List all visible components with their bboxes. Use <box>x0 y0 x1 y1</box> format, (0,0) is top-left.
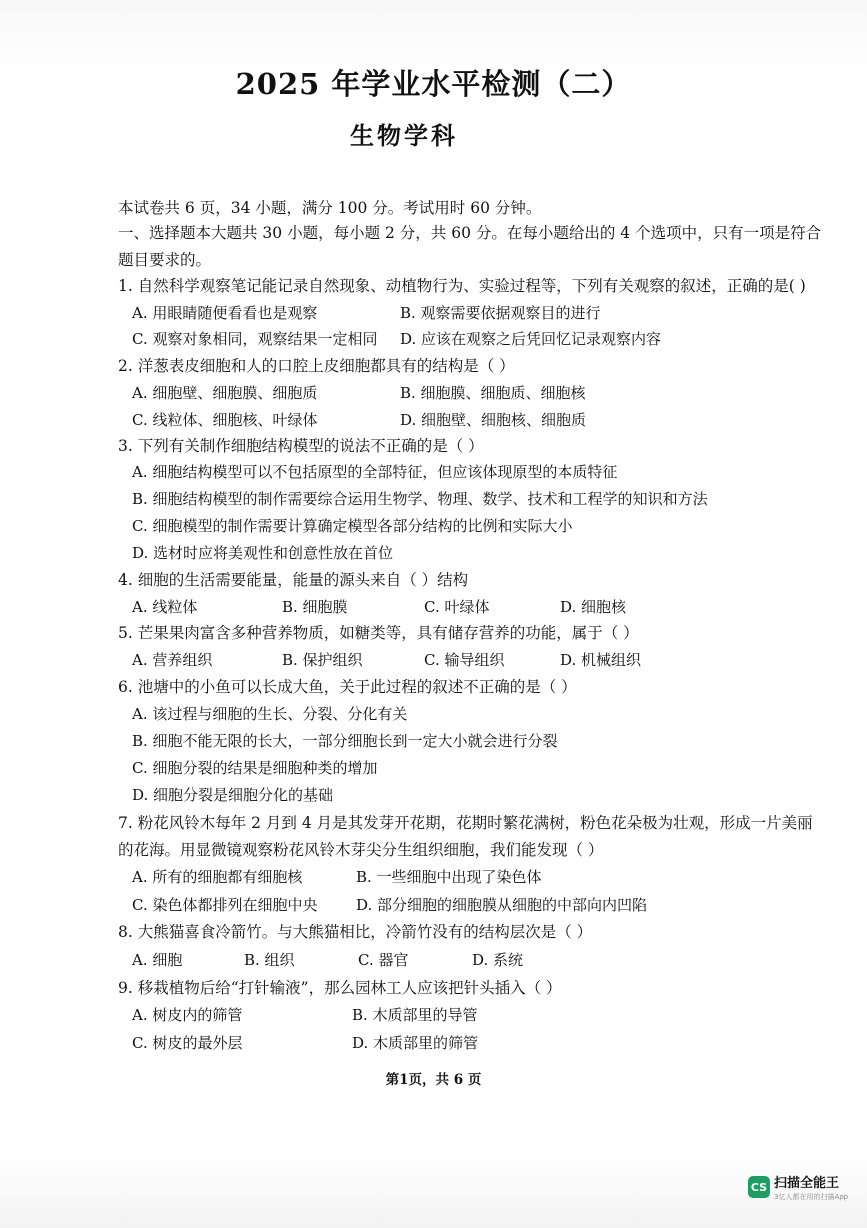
option-d: D. 细胞壁、细胞核、细胞质 <box>400 411 587 429</box>
question-stem: 1. 自然科学观察笔记能记录自然现象、动植物行为、实验过程等，下列有关观察的叙述，正确的是( ) <box>118 277 806 295</box>
option-c: C. 输导组织 <box>424 651 505 669</box>
option-d: D. 细胞核 <box>560 598 627 616</box>
exam-title: 2025 年学业水平检测（二） <box>235 67 632 101</box>
option-a: A. 细胞壁、细胞膜、细胞质 <box>132 384 318 402</box>
page-number: 第1页，共 6 页 <box>385 1072 482 1088</box>
question-stem: 2. 洋葱表皮细胞和人的口腔上皮细胞都具有的结构是（ ） <box>118 357 515 375</box>
option-a: A. 该过程与细胞的生长、分裂、分化有关 <box>132 705 408 723</box>
watermark-text <box>774 1176 848 1202</box>
option-b: B. 细胞膜 <box>282 598 348 616</box>
option-b: B. 一些细胞中出现了染色体 <box>356 868 542 886</box>
question-stem: 8. 大熊猫喜食冷箭竹。与大熊猫相比，冷箭竹没有的结构层次是（ ） <box>118 923 593 941</box>
question-stem-continued: 的花海。用显微镜观察粉花风铃木芽尖分生组织细胞，我们能发现（ ） <box>118 841 604 859</box>
section-heading-line1: 一、选择题本大题共 30 小题，每小题 2 分，共 60 分。在每小题给出的 4 个选项中，只有一项是符合 <box>118 224 822 242</box>
scanner-watermark <box>748 1176 848 1202</box>
question-stem: 6. 池塘中的小鱼可以长成大鱼，关于此过程的叙述不正确的是（ ） <box>118 678 577 696</box>
option-b: B. 木质部里的导管 <box>352 1006 478 1024</box>
option-c: C. 细胞分裂的结果是细胞种类的增加 <box>132 759 378 777</box>
option-a: A. 细胞结构模型可以不包括原型的全部特征，但应该体现原型的本质特征 <box>132 463 618 481</box>
watermark-tagline: 3亿人都在用的扫描App <box>774 1193 849 1201</box>
section-heading-line2: 题目要求的。 <box>118 251 212 269</box>
option-c: C. 器官 <box>358 951 409 969</box>
question-stem: 4. 细胞的生活需要能量，能量的源头来自（ ）结构 <box>118 571 469 589</box>
question-stem: 9. 移栽植物后给“打针输液”，那么园林工人应该把针头插入（ ） <box>118 979 562 997</box>
option-d: D. 细胞分裂是细胞分化的基础 <box>132 786 334 804</box>
option-d: D. 应该在观察之后凭回忆记录观察内容 <box>400 330 662 348</box>
question-stem: 3. 下列有关制作细胞结构模型的说法不正确的是（ ） <box>118 437 484 455</box>
option-d: D. 部分细胞的细胞膜从细胞的中部向内凹陷 <box>356 896 648 914</box>
camscanner-logo-icon: CS <box>748 1176 770 1198</box>
question-stem: 5. 芒果果肉富含多种营养物质，如糖类等，具有储存营养的功能，属于（ ） <box>118 624 639 642</box>
option-a: A. 营养组织 <box>132 651 213 669</box>
option-a: A. 所有的细胞都有细胞核 <box>132 868 303 886</box>
option-c: C. 染色体都排列在细胞中央 <box>132 896 318 914</box>
option-d: D. 机械组织 <box>560 651 642 669</box>
option-a: A. 细胞 <box>132 951 183 969</box>
option-d: D. 选材时应将美观性和创意性放在首位 <box>132 544 394 562</box>
option-d: D. 系统 <box>472 951 524 969</box>
option-b: B. 细胞膜、细胞质、细胞核 <box>400 384 586 402</box>
option-b: B. 保护组织 <box>282 651 363 669</box>
option-a: A. 树皮内的筛管 <box>132 1006 243 1024</box>
option-b: B. 观察需要依据观察目的进行 <box>400 304 601 322</box>
exam-subject: 生物学科 <box>350 121 458 150</box>
option-c: C. 细胞模型的制作需要计算确定模型各部分结构的比例和实际大小 <box>132 517 573 535</box>
option-b: B. 细胞不能无限的长大，一部分细胞长到一定大小就会进行分裂 <box>132 732 558 750</box>
option-b: B. 组织 <box>244 951 295 969</box>
option-c: C. 线粒体、细胞核、叶绿体 <box>132 411 318 429</box>
exam-intro: 本试卷共 6 页，34 小题，满分 100 分。考试用时 60 分钟。 <box>118 199 542 217</box>
option-c: C. 树皮的最外层 <box>132 1034 243 1052</box>
option-a: A. 用眼睛随便看看也是观察 <box>132 304 318 322</box>
watermark-name: 扫描全能王 <box>774 1176 840 1191</box>
question-stem: 7. 粉花风铃木每年 2 月到 4 月是其发芽开花期，花期时繁花满树，粉色花朵极为壮观，形成一片美丽 <box>118 814 813 832</box>
option-c: C. 叶绿体 <box>424 598 490 616</box>
option-b: B. 细胞结构模型的制作需要综合运用生物学、物理、数学、技术和工程学的知识和方法 <box>132 490 708 508</box>
option-a: A. 线粒体 <box>132 598 198 616</box>
option-c: C. 观察对象相同，观察结果一定相同 <box>132 330 378 348</box>
option-d: D. 木质部里的筛管 <box>352 1034 479 1052</box>
